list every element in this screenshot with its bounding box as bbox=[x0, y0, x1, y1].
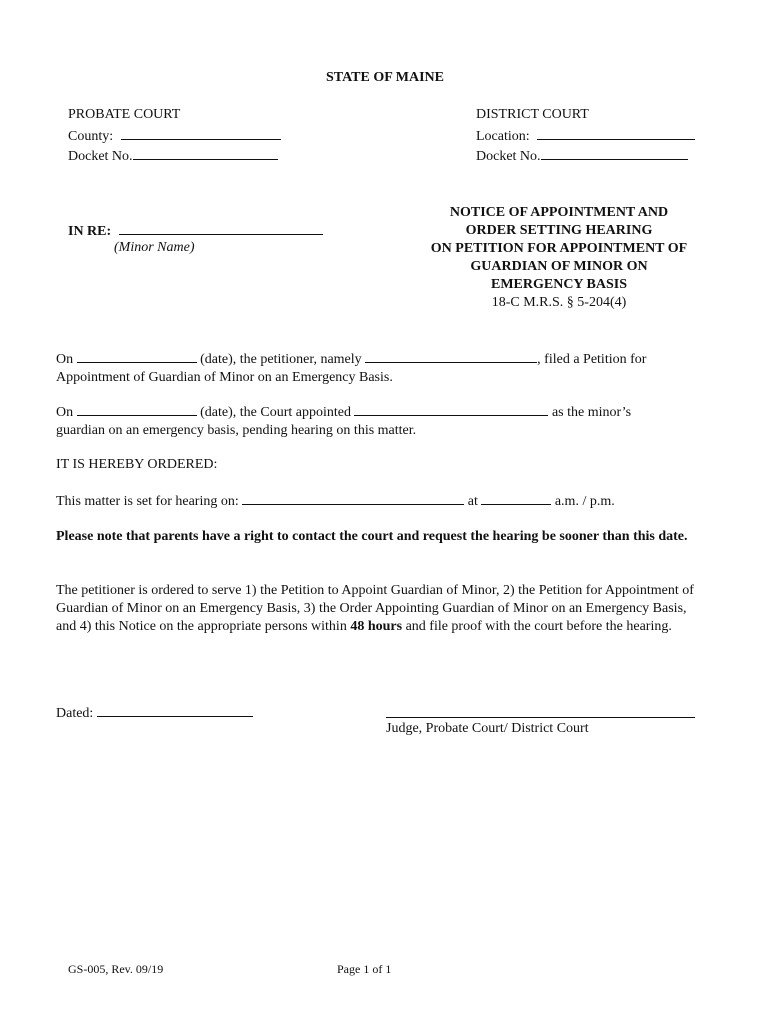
serve-deadline: 48 hours bbox=[350, 619, 403, 634]
p2-line2: guardian on an emergency basis, pending hearing on this matter. bbox=[56, 423, 417, 438]
district-court-label: DISTRICT COURT bbox=[476, 107, 589, 122]
form-id: GS-005, Rev. 09/19 bbox=[68, 962, 164, 976]
p1-mid: (date), the petitioner, namely bbox=[200, 352, 362, 367]
probate-court-label: PROBATE COURT bbox=[68, 107, 181, 122]
hearing-label: This matter is set for hearing on: bbox=[56, 494, 239, 509]
docket-left-label: Docket No. bbox=[68, 149, 133, 164]
parents-rights-notice: Please note that parents have a right to contact the court and request the hearing be sooner than this date. bbox=[56, 529, 688, 544]
document-title bbox=[400, 204, 718, 312]
service-paragraph bbox=[56, 582, 706, 636]
title-line-2: ORDER SETTING HEARING bbox=[465, 223, 653, 238]
statute-citation: 18-C M.R.S. § 5-204(4) bbox=[491, 295, 627, 310]
title-line-1: NOTICE OF APPOINTMENT AND bbox=[449, 205, 669, 220]
judge-caption: Judge, Probate Court/ District Court bbox=[386, 721, 589, 736]
p1-end: , filed a Petition for bbox=[537, 352, 647, 367]
petition-date-field[interactable] bbox=[77, 350, 197, 363]
title-line-5: EMERGENCY BASIS bbox=[490, 277, 627, 292]
state-heading: STATE OF MAINE bbox=[326, 70, 444, 85]
p2-mid: (date), the Court appointed bbox=[200, 405, 351, 420]
page-number: Page 1 of 1 bbox=[337, 962, 392, 976]
location-field[interactable] bbox=[537, 127, 695, 140]
minor-name-field[interactable] bbox=[119, 222, 323, 235]
hearing-date-field[interactable] bbox=[242, 492, 464, 505]
petition-paragraph bbox=[56, 350, 706, 387]
in-re-label: IN RE: bbox=[68, 224, 112, 239]
serve-part2: and file proof with the court before the hearing. bbox=[402, 619, 672, 634]
title-line-4: GUARDIAN OF MINOR ON bbox=[470, 259, 648, 274]
docket-right-row bbox=[476, 147, 688, 165]
dated-field[interactable] bbox=[97, 704, 253, 717]
ordered-heading: IT IS HEREBY ORDERED: bbox=[56, 457, 218, 472]
docket-left-row bbox=[68, 147, 278, 165]
p2-on: On bbox=[56, 405, 74, 420]
p1-line2: Appointment of Guardian of Minor on an Emergency Basis. bbox=[56, 370, 393, 385]
judge-signature-line[interactable] bbox=[386, 705, 695, 718]
location-label: Location: bbox=[476, 129, 530, 144]
appointment-date-field[interactable] bbox=[77, 403, 197, 416]
docket-right-label: Docket No. bbox=[476, 149, 541, 164]
county-label: County: bbox=[68, 129, 114, 144]
hearing-at: at bbox=[467, 494, 478, 509]
serve-part1: The petitioner is ordered to serve 1) the Petition to Appoint Guardian of Minor, 2) the Petition for Appointment of Guardian of Minor on an Emergency Basis, 3) the Order Appointing Guardian of Minor on an Emergency Basis, and 4) this Notice on the appropriate persons within bbox=[56, 583, 694, 634]
hearing-row bbox=[56, 492, 615, 510]
hearing-time-field[interactable] bbox=[481, 492, 551, 505]
petitioner-name-field[interactable] bbox=[365, 350, 537, 363]
minor-name-caption: (Minor Name) bbox=[114, 240, 195, 255]
dated-row bbox=[56, 704, 253, 722]
p1-on: On bbox=[56, 352, 74, 367]
title-line-3: ON PETITION FOR APPOINTMENT OF bbox=[430, 241, 688, 256]
county-field[interactable] bbox=[121, 127, 281, 140]
docket-left-field[interactable] bbox=[133, 147, 278, 160]
guardian-name-field[interactable] bbox=[354, 403, 548, 416]
appointment-paragraph bbox=[56, 403, 706, 440]
p2-end: as the minor’s bbox=[551, 405, 632, 420]
dated-label: Dated: bbox=[56, 706, 94, 721]
location-row bbox=[476, 127, 695, 145]
in-re-row bbox=[68, 222, 323, 240]
docket-right-field[interactable] bbox=[541, 147, 688, 160]
hearing-ampm: a.m. / p.m. bbox=[554, 494, 615, 509]
county-row bbox=[68, 127, 281, 145]
